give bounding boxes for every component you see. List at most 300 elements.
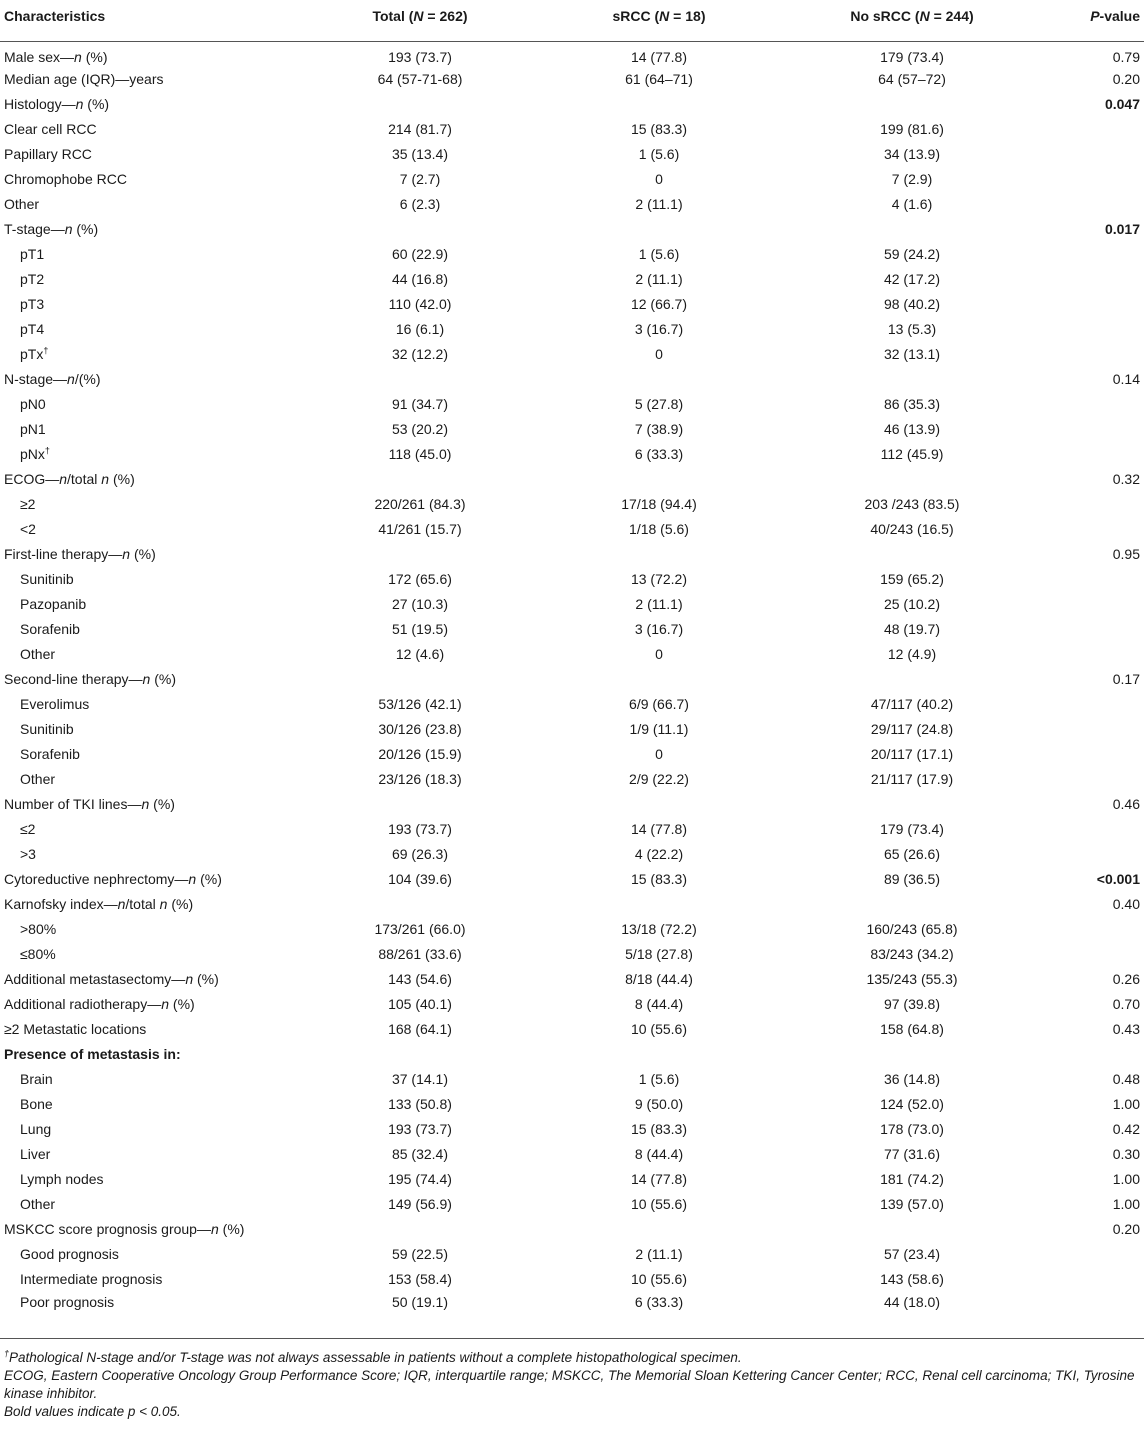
cell-total: 16 (6.1) (395, 321, 445, 337)
cell-srcc: 6/9 (66.7) (629, 696, 689, 712)
cell-no-srcc (778, 667, 1046, 692)
cell-srcc: 7 (38.9) (634, 421, 684, 437)
table-row (0, 367, 1144, 392)
cell-p-value: 0.43 (1112, 1021, 1140, 1037)
cell-total: 27 (10.3) (391, 596, 449, 612)
cell-srcc: 1 (5.6) (638, 246, 680, 262)
row-label: Other (20, 646, 56, 662)
cell-total (300, 92, 540, 117)
table-row (0, 1292, 1144, 1317)
row-label: Intermediate prognosis (20, 1271, 163, 1287)
cell-no-srcc: 40/243 (16.5) (870, 521, 954, 537)
cell-total: 88/261 (33.6) (378, 946, 462, 962)
cell-p-value (1046, 642, 1144, 667)
cell-no-srcc: 13 (5.3) (887, 321, 937, 337)
row-label: ≤80% (20, 946, 56, 962)
table-row (0, 592, 1144, 617)
table-row (0, 942, 1144, 967)
row-label: Sunitinib (20, 571, 74, 587)
cell-no-srcc: 25 (10.2) (883, 596, 941, 612)
cell-p-value (1046, 942, 1144, 967)
cell-srcc: 2/9 (22.2) (629, 771, 689, 787)
cell-srcc: 0 (655, 346, 663, 362)
cell-p-value: 0.32 (1112, 471, 1140, 487)
cell-total: 195 (74.4) (388, 1171, 452, 1187)
cell-no-srcc (778, 892, 1046, 917)
cell-total (300, 892, 540, 917)
cell-total: 110 (42.0) (388, 296, 452, 312)
table-row (0, 817, 1144, 842)
row-label: Pazopanib (20, 596, 87, 612)
characteristics-table (0, 8, 1144, 1317)
row-label: Sorafenib (20, 621, 80, 637)
table-row (0, 267, 1144, 292)
table-row (0, 1242, 1144, 1267)
table-row (0, 1017, 1144, 1042)
cell-srcc: 15 (83.3) (630, 1121, 688, 1137)
table-row (0, 1042, 1144, 1067)
header-characteristics: Characteristics (0, 8, 300, 42)
cell-no-srcc: 46 (13.9) (883, 421, 941, 437)
cell-total (300, 542, 540, 567)
table-row (0, 1092, 1144, 1117)
row-label: pT4 (20, 321, 45, 337)
cell-total (300, 792, 540, 817)
table-row (0, 167, 1144, 192)
cell-total: 64 (57-71-68) (377, 71, 463, 87)
cell-srcc: 10 (55.6) (630, 1021, 688, 1037)
cell-srcc: 10 (55.6) (630, 1271, 688, 1287)
table-row (0, 392, 1144, 417)
cell-srcc: 2 (11.1) (635, 1246, 683, 1262)
table-row (0, 467, 1144, 492)
cell-p-value (1046, 817, 1144, 842)
table-row (0, 192, 1144, 217)
table-row (0, 542, 1144, 567)
cell-srcc: 5/18 (27.8) (625, 946, 693, 962)
row-label: Male sex—n (%) (4, 48, 108, 65)
cell-total: 149 (56.9) (388, 1196, 452, 1212)
cell-srcc (540, 467, 778, 492)
cell-total (300, 217, 540, 242)
row-label: MSKCC score prognosis group—n (%) (4, 1221, 245, 1237)
row-label: Papillary RCC (4, 146, 92, 162)
row-label: Other (4, 196, 40, 212)
cell-total: 50 (19.1) (391, 1293, 449, 1310)
row-label: pN1 (20, 421, 46, 437)
cell-total: 23/126 (18.3) (378, 771, 462, 787)
cell-no-srcc (778, 542, 1046, 567)
table-row (0, 1117, 1144, 1142)
cell-no-srcc: 77 (31.6) (883, 1146, 941, 1162)
row-label: Other (20, 1196, 56, 1212)
table-row (0, 1067, 1144, 1092)
cell-p-value: 0.46 (1112, 796, 1140, 812)
cell-srcc: 14 (77.8) (630, 48, 688, 65)
table-row (0, 567, 1144, 592)
footnote-dagger: †Pathological N-stage and/or T-stage was not always assessable in patients without a complete histopathological specimen. (4, 1348, 742, 1365)
cell-srcc: 15 (83.3) (630, 121, 688, 137)
cell-p-value: 0.70 (1112, 996, 1140, 1012)
cell-p-value: 0.14 (1112, 371, 1140, 387)
cell-no-srcc: 47/117 (40.2) (870, 696, 954, 712)
cell-total: 214 (81.7) (388, 121, 452, 137)
cell-p-value: 1.00 (1112, 1096, 1140, 1112)
table-footnotes (4, 1349, 1140, 1421)
cell-srcc: 1/9 (11.1) (629, 721, 689, 737)
cell-srcc (540, 367, 778, 392)
cell-total: 20/126 (15.9) (378, 746, 462, 762)
cell-p-value (1046, 1267, 1144, 1292)
row-label: Other (20, 771, 56, 787)
cell-no-srcc: 64 (57–72) (878, 71, 946, 87)
row-label: Everolimus (20, 696, 90, 712)
cell-total: 7 (2.7) (399, 171, 441, 187)
cell-total: 60 (22.9) (391, 246, 449, 262)
cell-srcc: 14 (77.8) (630, 1171, 688, 1187)
cell-total: 30/126 (23.8) (378, 721, 462, 737)
cell-total: 69 (26.3) (391, 846, 449, 862)
row-label: >80% (20, 921, 57, 937)
cell-p-value (1046, 517, 1144, 542)
table-row (0, 317, 1144, 342)
cell-no-srcc: 29/117 (24.8) (870, 721, 954, 737)
table-row (0, 1192, 1144, 1217)
row-label: Additional metastasectomy—n (%) (4, 971, 219, 987)
row-label: pT1 (20, 246, 45, 262)
row-label: ≥2 (20, 496, 36, 512)
row-label: pT2 (20, 271, 45, 287)
table-row (0, 967, 1144, 992)
cell-srcc: 2 (11.1) (635, 596, 683, 612)
cell-no-srcc (778, 467, 1046, 492)
cell-total: 105 (40.1) (388, 996, 452, 1012)
cell-total: 32 (12.2) (391, 346, 449, 362)
row-label: Clear cell RCC (4, 121, 97, 137)
table-row (0, 1142, 1144, 1167)
table-row (0, 792, 1144, 817)
cell-p-value (1046, 192, 1144, 217)
cell-srcc: 8 (44.4) (634, 996, 684, 1012)
cell-no-srcc (778, 217, 1046, 242)
cell-no-srcc: 181 (74.2) (880, 1171, 944, 1187)
cell-srcc: 13/18 (72.2) (621, 921, 697, 937)
table-row (0, 842, 1144, 867)
cell-total: 143 (54.6) (388, 971, 452, 987)
cell-no-srcc: 42 (17.2) (883, 271, 941, 287)
row-label: Sunitinib (20, 721, 74, 737)
cell-no-srcc: 203 /243 (83.5) (864, 496, 960, 512)
cell-srcc: 0 (655, 746, 663, 762)
table-row (0, 142, 1144, 167)
table-row (0, 867, 1144, 892)
cell-no-srcc: 12 (4.9) (887, 646, 937, 662)
table-row (0, 517, 1144, 542)
cell-no-srcc: 44 (18.0) (883, 1293, 941, 1310)
cell-total: 172 (65.6) (388, 571, 452, 587)
table-row (0, 667, 1144, 692)
cell-srcc: 13 (72.2) (630, 571, 688, 587)
table-row (0, 492, 1144, 517)
cell-p-value: 0.95 (1112, 546, 1140, 562)
cell-p-value: 0.26 (1112, 971, 1140, 987)
footnote-bold-values: Bold values indicate p < 0.05. (4, 1404, 181, 1419)
cell-total (300, 1217, 540, 1242)
cell-p-value: 0.42 (1112, 1121, 1140, 1137)
cell-total: 59 (22.5) (391, 1246, 449, 1262)
table-row (0, 917, 1144, 942)
cell-p-value (1046, 492, 1144, 517)
header-total: Total (N = 262) (300, 8, 540, 42)
header-p-value: P-value (1046, 8, 1144, 42)
cell-p-value (1046, 692, 1144, 717)
cell-p-value (1046, 392, 1144, 417)
row-label: Brain (20, 1071, 53, 1087)
cell-srcc: 61 (64–71) (625, 71, 693, 87)
cell-srcc: 2 (11.1) (635, 271, 683, 287)
cell-p-value: 0.017 (1104, 221, 1140, 237)
cell-srcc: 9 (50.0) (634, 1096, 684, 1112)
cell-p-value: 0.40 (1112, 896, 1140, 912)
cell-total: 153 (58.4) (388, 1271, 452, 1287)
cell-srcc: 14 (77.8) (630, 821, 688, 837)
row-label: pN0 (20, 396, 46, 412)
cell-no-srcc: 83/243 (34.2) (870, 946, 954, 962)
cell-srcc: 6 (33.3) (634, 446, 684, 462)
cell-srcc (540, 542, 778, 567)
cell-p-value (1046, 1242, 1144, 1267)
table-row (0, 1167, 1144, 1192)
table-row (0, 242, 1144, 267)
cell-srcc: 6 (33.3) (634, 1293, 684, 1310)
cell-p-value (1046, 442, 1144, 467)
cell-p-value (1046, 567, 1144, 592)
cell-p-value: 0.20 (1112, 71, 1140, 87)
cell-total: 41/261 (15.7) (378, 521, 462, 537)
cell-no-srcc: 65 (26.6) (883, 846, 941, 862)
cell-no-srcc: 159 (65.2) (880, 571, 944, 587)
table-row (0, 617, 1144, 642)
cell-total: 91 (34.7) (391, 396, 449, 412)
cell-srcc (540, 92, 778, 117)
cell-p-value (1046, 167, 1144, 192)
cell-srcc (540, 892, 778, 917)
cell-srcc: 12 (66.7) (630, 296, 688, 312)
table-row (0, 892, 1144, 917)
cell-srcc: 0 (655, 171, 663, 187)
row-label: <2 (20, 521, 36, 537)
table-row (0, 417, 1144, 442)
cell-srcc: 0 (655, 646, 663, 662)
cell-no-srcc: 4 (1.6) (891, 196, 933, 212)
cell-total: 35 (13.4) (391, 146, 449, 162)
row-label: Cytoreductive nephrectomy—n (%) (4, 871, 222, 887)
cell-srcc (540, 217, 778, 242)
cell-no-srcc: 139 (57.0) (880, 1196, 944, 1212)
cell-total (300, 367, 540, 392)
cell-srcc: 15 (83.3) (630, 871, 688, 887)
cell-total: 220/261 (84.3) (374, 496, 466, 512)
cell-no-srcc (778, 792, 1046, 817)
cell-p-value: 0.30 (1112, 1146, 1140, 1162)
row-label: Good prognosis (20, 1246, 119, 1262)
cell-no-srcc (778, 1217, 1046, 1242)
row-label: ≤2 (20, 821, 36, 837)
cell-srcc (540, 792, 778, 817)
table-row (0, 642, 1144, 667)
table-body (0, 42, 1144, 1317)
header-no-srcc: No sRCC (N = 244) (778, 8, 1046, 42)
table-row (0, 342, 1144, 367)
cell-no-srcc: 158 (64.8) (880, 1021, 944, 1037)
cell-p-value: 1.00 (1112, 1196, 1140, 1212)
cell-srcc: 5 (27.8) (634, 396, 684, 412)
row-label: Karnofsky index—n/total n (%) (4, 896, 194, 912)
cell-total: 168 (64.1) (388, 1021, 452, 1037)
cell-no-srcc: 178 (73.0) (880, 1121, 944, 1137)
table-row (0, 67, 1144, 92)
cell-p-value (1046, 592, 1144, 617)
row-label: pTx† (20, 345, 49, 362)
table-row (0, 92, 1144, 117)
cell-p-value (1046, 267, 1144, 292)
cell-p-value: <0.001 (1096, 871, 1140, 887)
cell-total: 173/261 (66.0) (374, 921, 466, 937)
cell-total: 133 (50.8) (388, 1096, 452, 1112)
cell-no-srcc: 20/117 (17.1) (870, 746, 954, 762)
table-row (0, 1217, 1144, 1242)
cell-srcc: 2 (11.1) (635, 196, 683, 212)
table-row (0, 692, 1144, 717)
cell-p-value (1046, 1042, 1144, 1067)
cell-srcc: 3 (16.7) (634, 321, 684, 337)
cell-p-value (1046, 117, 1144, 142)
cell-p-value (1046, 742, 1144, 767)
cell-total: 6 (2.3) (399, 196, 441, 212)
cell-no-srcc: 160/243 (65.8) (866, 921, 958, 937)
table-row (0, 717, 1144, 742)
row-label: Second-line therapy—n (%) (4, 671, 176, 687)
table-header (0, 8, 1144, 42)
cell-p-value (1046, 142, 1144, 167)
row-label: Lung (20, 1121, 52, 1137)
cell-no-srcc: 143 (58.6) (880, 1271, 944, 1287)
cell-no-srcc: 21/117 (17.9) (870, 771, 954, 787)
cell-total: 12 (4.6) (395, 646, 445, 662)
cell-total: 118 (45.0) (388, 446, 452, 462)
table-row (0, 1267, 1144, 1292)
table-row (0, 292, 1144, 317)
cell-srcc (540, 1217, 778, 1242)
cell-p-value: 0.79 (1112, 48, 1140, 65)
cell-p-value: 0.20 (1112, 1221, 1140, 1237)
cell-p-value (1046, 717, 1144, 742)
cell-srcc: 8/18 (44.4) (625, 971, 693, 987)
cell-total: 53/126 (42.1) (378, 696, 462, 712)
row-label: Number of TKI lines—n (%) (4, 796, 175, 812)
cell-srcc: 1/18 (5.6) (629, 521, 689, 537)
cell-no-srcc: 86 (35.3) (883, 396, 941, 412)
cell-no-srcc: 97 (39.8) (883, 996, 941, 1012)
cell-srcc: 10 (55.6) (630, 1196, 688, 1212)
cell-no-srcc: 124 (52.0) (880, 1096, 944, 1112)
cell-total: 193 (73.7) (388, 821, 452, 837)
cell-no-srcc: 199 (81.6) (880, 121, 944, 137)
row-label: Sorafenib (20, 746, 80, 762)
row-label: Median age (IQR)—years (4, 71, 164, 87)
cell-no-srcc: 34 (13.9) (883, 146, 941, 162)
row-label: pNx† (20, 445, 50, 462)
cell-p-value (1046, 317, 1144, 342)
cell-no-srcc (778, 92, 1046, 117)
cell-total: 193 (73.7) (388, 1121, 452, 1137)
cell-no-srcc: 179 (73.4) (880, 48, 944, 65)
cell-srcc: 1 (5.6) (638, 146, 680, 162)
cell-no-srcc: 48 (19.7) (883, 621, 941, 637)
footnote-abbreviations: ECOG, Eastern Cooperative Oncology Group Performance Score; IQR, interquartile range; MSKCC, The Memorial Sloan Kettering Cancer Center; RCC, Renal cell carcinoma; TKI, Tyrosine kinase inhibitor. (4, 1368, 1135, 1401)
cell-no-srcc: 89 (36.5) (883, 871, 941, 887)
cell-total: 53 (20.2) (391, 421, 449, 437)
table-row (0, 42, 1144, 67)
table-row (0, 442, 1144, 467)
cell-total: 104 (39.6) (388, 871, 452, 887)
cell-no-srcc: 112 (45.9) (880, 446, 944, 462)
row-label: T-stage—n (%) (4, 221, 99, 237)
cell-p-value (1046, 917, 1144, 942)
cell-p-value (1046, 242, 1144, 267)
row-label: Bone (20, 1096, 53, 1112)
cell-srcc: 1 (5.6) (638, 1071, 680, 1087)
row-label: >3 (20, 846, 36, 862)
row-label: Presence of metastasis in: (4, 1046, 181, 1062)
row-label: Poor prognosis (20, 1293, 115, 1310)
cell-p-value: 0.17 (1112, 671, 1140, 687)
cell-srcc (540, 1042, 778, 1067)
cell-p-value (1046, 767, 1144, 792)
cell-no-srcc: 59 (24.2) (883, 246, 941, 262)
cell-p-value (1046, 617, 1144, 642)
table-row (0, 217, 1144, 242)
cell-srcc: 4 (22.2) (634, 846, 684, 862)
cell-total: 44 (16.8) (391, 271, 449, 287)
cell-p-value (1046, 842, 1144, 867)
row-label: Liver (20, 1146, 51, 1162)
header-srcc: sRCC (N = 18) (540, 8, 778, 42)
cell-srcc (540, 667, 778, 692)
cell-total: 51 (19.5) (391, 621, 449, 637)
row-label: Chromophobe RCC (4, 171, 127, 187)
cell-p-value (1046, 342, 1144, 367)
cell-p-value (1046, 417, 1144, 442)
cell-total (300, 1042, 540, 1067)
cell-no-srcc: 7 (2.9) (891, 171, 933, 187)
cell-total: 193 (73.7) (388, 48, 452, 65)
cell-p-value (1046, 292, 1144, 317)
cell-no-srcc: 32 (13.1) (883, 346, 941, 362)
row-label: ECOG—n/total n (%) (4, 471, 135, 487)
cell-no-srcc: 36 (14.8) (883, 1071, 941, 1087)
row-label: Additional radiotherapy—n (%) (4, 996, 195, 1012)
cell-no-srcc (778, 1042, 1046, 1067)
table-row (0, 767, 1144, 792)
cell-srcc: 3 (16.7) (634, 621, 684, 637)
cell-total: 37 (14.1) (391, 1071, 449, 1087)
cell-p-value (1046, 1292, 1144, 1317)
cell-total (300, 467, 540, 492)
table-row (0, 992, 1144, 1017)
cell-total: 85 (32.4) (391, 1146, 449, 1162)
cell-total (300, 667, 540, 692)
